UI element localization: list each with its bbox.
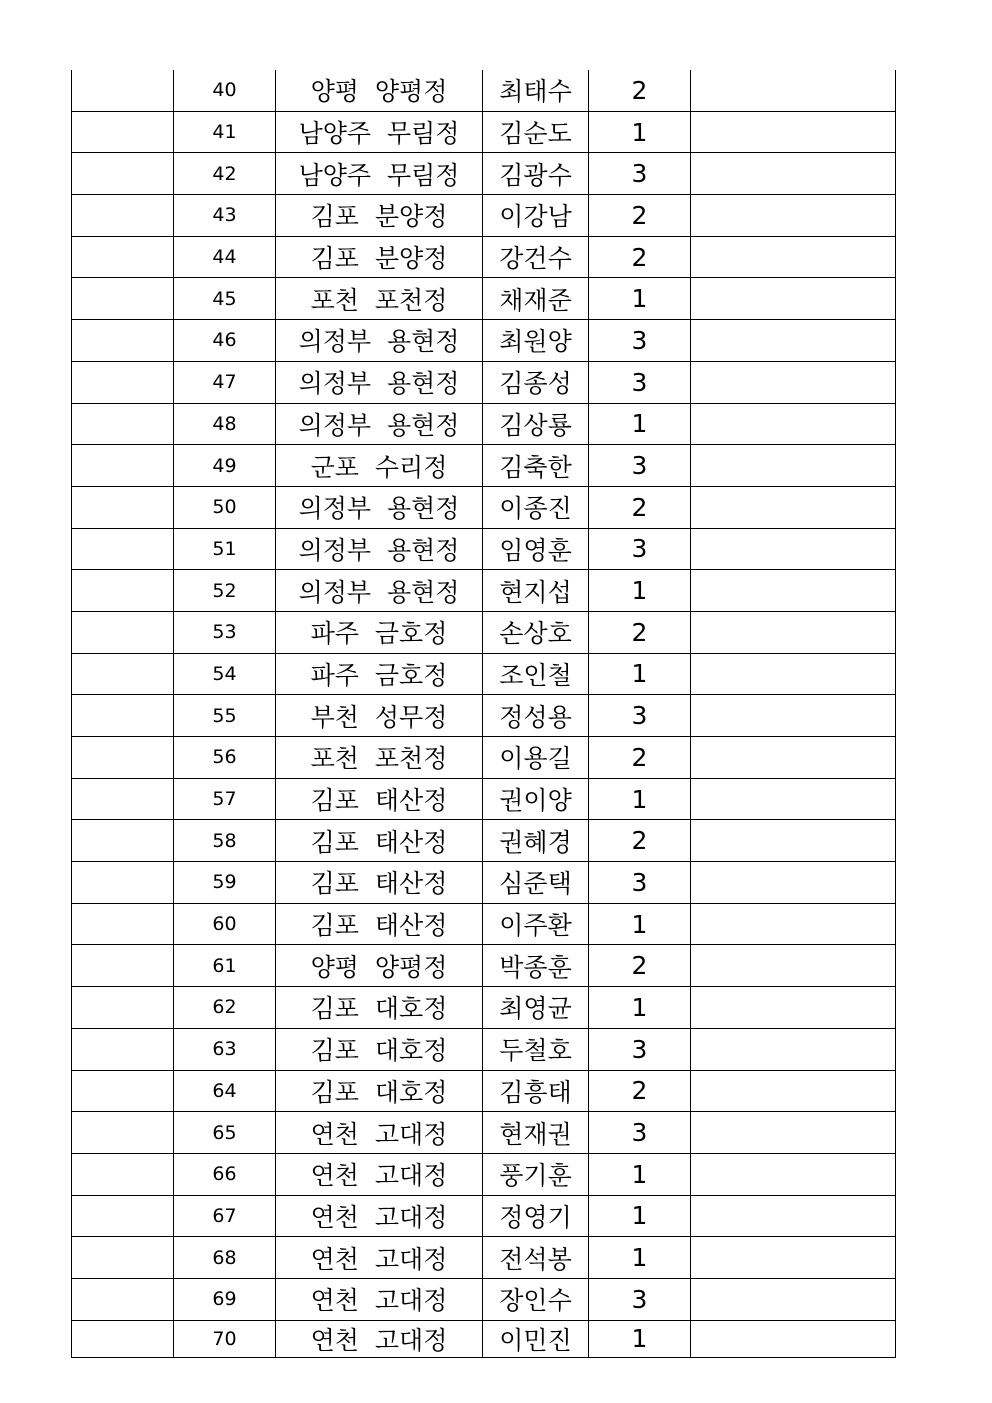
- place-cell: 연천 고대정: [276, 1278, 483, 1320]
- value-cell: 3: [589, 445, 691, 487]
- value-cell: 2: [589, 1070, 691, 1112]
- place-cell: 양평 양평정: [276, 70, 483, 111]
- value-cell: 3: [589, 1112, 691, 1154]
- name-cell: 심준택: [483, 862, 589, 904]
- place-cell: 의정부 용현정: [276, 570, 483, 612]
- place-cell: 포천 포천정: [276, 737, 483, 779]
- number-cell: 67: [174, 1195, 276, 1237]
- value-cell: 1: [589, 1153, 691, 1195]
- name-cell: 이민진: [483, 1320, 589, 1357]
- value-cell: 2: [589, 236, 691, 278]
- name-cell: 이용길: [483, 737, 589, 779]
- place-cell: 의정부 용현정: [276, 361, 483, 403]
- number-cell: 48: [174, 403, 276, 445]
- table-row: [72, 1153, 896, 1195]
- blank-cell: [72, 236, 174, 278]
- table-row: [72, 111, 896, 153]
- value-cell: 1: [589, 1237, 691, 1279]
- table-row: [72, 1320, 896, 1357]
- number-cell: 43: [174, 195, 276, 237]
- table-row: [72, 70, 896, 111]
- name-cell: 최영균: [483, 987, 589, 1029]
- blank-cell: [72, 195, 174, 237]
- place-cell: 김포 대호정: [276, 1028, 483, 1070]
- table-row: [72, 1028, 896, 1070]
- blank-cell: [691, 778, 896, 820]
- value-cell: 3: [589, 528, 691, 570]
- name-cell: 채재준: [483, 278, 589, 320]
- blank-cell: [72, 820, 174, 862]
- blank-cell: [72, 1237, 174, 1279]
- place-cell: 파주 금호정: [276, 611, 483, 653]
- blank-cell: [72, 987, 174, 1029]
- blank-cell: [72, 486, 174, 528]
- place-cell: 남양주 무림정: [276, 153, 483, 195]
- blank-cell: [72, 153, 174, 195]
- name-cell: 권이양: [483, 778, 589, 820]
- place-cell: 김포 분양정: [276, 195, 483, 237]
- table-row: [72, 320, 896, 362]
- blank-cell: [691, 445, 896, 487]
- table-row: [72, 445, 896, 487]
- table-row: [72, 653, 896, 695]
- value-cell: 3: [589, 361, 691, 403]
- place-cell: 양평 양평정: [276, 945, 483, 987]
- place-cell: 김포 대호정: [276, 987, 483, 1029]
- place-cell: 김포 대호정: [276, 1070, 483, 1112]
- blank-cell: [691, 653, 896, 695]
- number-cell: 47: [174, 361, 276, 403]
- blank-cell: [72, 1028, 174, 1070]
- blank-cell: [691, 611, 896, 653]
- blank-cell: [72, 1195, 174, 1237]
- number-cell: 53: [174, 611, 276, 653]
- place-cell: 의정부 용현정: [276, 403, 483, 445]
- blank-cell: [72, 403, 174, 445]
- table-row: [72, 236, 896, 278]
- blank-cell: [72, 945, 174, 987]
- blank-cell: [691, 695, 896, 737]
- table-row: [72, 778, 896, 820]
- number-cell: 45: [174, 278, 276, 320]
- blank-cell: [691, 903, 896, 945]
- table-row: [72, 945, 896, 987]
- number-cell: 61: [174, 945, 276, 987]
- name-cell: 최태수: [483, 70, 589, 111]
- name-cell: 현지섭: [483, 570, 589, 612]
- blank-cell: [691, 528, 896, 570]
- blank-cell: [72, 737, 174, 779]
- value-cell: 2: [589, 737, 691, 779]
- blank-cell: [691, 1028, 896, 1070]
- value-cell: 3: [589, 695, 691, 737]
- name-cell: 김축한: [483, 445, 589, 487]
- blank-cell: [691, 987, 896, 1029]
- blank-cell: [72, 570, 174, 612]
- number-cell: 66: [174, 1153, 276, 1195]
- blank-cell: [72, 1070, 174, 1112]
- blank-cell: [691, 486, 896, 528]
- number-cell: 49: [174, 445, 276, 487]
- name-cell: 현재권: [483, 1112, 589, 1154]
- place-cell: 포천 포천정: [276, 278, 483, 320]
- number-cell: 52: [174, 570, 276, 612]
- blank-cell: [691, 111, 896, 153]
- value-cell: 2: [589, 195, 691, 237]
- number-cell: 56: [174, 737, 276, 779]
- place-cell: 김포 태산정: [276, 862, 483, 904]
- place-cell: 연천 고대정: [276, 1153, 483, 1195]
- blank-cell: [72, 1278, 174, 1320]
- number-cell: 42: [174, 153, 276, 195]
- name-cell: 정성용: [483, 695, 589, 737]
- value-cell: 1: [589, 903, 691, 945]
- blank-cell: [691, 1070, 896, 1112]
- results-table-body: [72, 70, 896, 1357]
- results-table: [71, 70, 896, 1358]
- place-cell: 의정부 용현정: [276, 486, 483, 528]
- blank-cell: [691, 278, 896, 320]
- value-cell: 1: [589, 278, 691, 320]
- blank-cell: [691, 1278, 896, 1320]
- value-cell: 2: [589, 70, 691, 111]
- blank-cell: [72, 320, 174, 362]
- blank-cell: [691, 1153, 896, 1195]
- table-row: [72, 570, 896, 612]
- value-cell: 1: [589, 570, 691, 612]
- table-row: [72, 695, 896, 737]
- table-row: [72, 403, 896, 445]
- table-row: [72, 486, 896, 528]
- table-row: [72, 737, 896, 779]
- table-row: [72, 611, 896, 653]
- name-cell: 전석봉: [483, 1237, 589, 1279]
- number-cell: 41: [174, 111, 276, 153]
- name-cell: 김흥태: [483, 1070, 589, 1112]
- value-cell: 1: [589, 987, 691, 1029]
- value-cell: 2: [589, 611, 691, 653]
- name-cell: 정영기: [483, 1195, 589, 1237]
- number-cell: 44: [174, 236, 276, 278]
- table-row: [72, 195, 896, 237]
- name-cell: 조인철: [483, 653, 589, 695]
- number-cell: 55: [174, 695, 276, 737]
- blank-cell: [691, 1112, 896, 1154]
- number-cell: 68: [174, 1237, 276, 1279]
- blank-cell: [72, 528, 174, 570]
- place-cell: 군포 수리정: [276, 445, 483, 487]
- table-row: [72, 862, 896, 904]
- name-cell: 임영훈: [483, 528, 589, 570]
- name-cell: 김광수: [483, 153, 589, 195]
- value-cell: 1: [589, 403, 691, 445]
- blank-cell: [72, 611, 174, 653]
- number-cell: 51: [174, 528, 276, 570]
- table-row: [72, 903, 896, 945]
- blank-cell: [691, 945, 896, 987]
- blank-cell: [72, 1153, 174, 1195]
- name-cell: 두철호: [483, 1028, 589, 1070]
- place-cell: 김포 태산정: [276, 820, 483, 862]
- place-cell: 김포 태산정: [276, 903, 483, 945]
- blank-cell: [691, 70, 896, 111]
- value-cell: 1: [589, 778, 691, 820]
- number-cell: 50: [174, 486, 276, 528]
- name-cell: 최원양: [483, 320, 589, 362]
- number-cell: 57: [174, 778, 276, 820]
- name-cell: 권혜경: [483, 820, 589, 862]
- blank-cell: [691, 862, 896, 904]
- blank-cell: [72, 653, 174, 695]
- name-cell: 박종훈: [483, 945, 589, 987]
- place-cell: 파주 금호정: [276, 653, 483, 695]
- blank-cell: [691, 1237, 896, 1279]
- table-row: [72, 153, 896, 195]
- table-row: [72, 528, 896, 570]
- table-row: [72, 820, 896, 862]
- name-cell: 이주환: [483, 903, 589, 945]
- blank-cell: [72, 361, 174, 403]
- table-row: [72, 987, 896, 1029]
- number-cell: 63: [174, 1028, 276, 1070]
- number-cell: 59: [174, 862, 276, 904]
- blank-cell: [72, 1112, 174, 1154]
- blank-cell: [72, 111, 174, 153]
- value-cell: 1: [589, 1195, 691, 1237]
- place-cell: 김포 태산정: [276, 778, 483, 820]
- value-cell: 2: [589, 945, 691, 987]
- number-cell: 64: [174, 1070, 276, 1112]
- number-cell: 46: [174, 320, 276, 362]
- blank-cell: [691, 195, 896, 237]
- name-cell: 이종진: [483, 486, 589, 528]
- blank-cell: [691, 1320, 896, 1357]
- table-row: [72, 278, 896, 320]
- number-cell: 62: [174, 987, 276, 1029]
- value-cell: 1: [589, 111, 691, 153]
- name-cell: 김순도: [483, 111, 589, 153]
- place-cell: 의정부 용현정: [276, 320, 483, 362]
- number-cell: 70: [174, 1320, 276, 1357]
- blank-cell: [691, 403, 896, 445]
- blank-cell: [72, 903, 174, 945]
- value-cell: 2: [589, 486, 691, 528]
- place-cell: 연천 고대정: [276, 1237, 483, 1279]
- value-cell: 3: [589, 320, 691, 362]
- number-cell: 69: [174, 1278, 276, 1320]
- number-cell: 58: [174, 820, 276, 862]
- place-cell: 의정부 용현정: [276, 528, 483, 570]
- table-row: [72, 1237, 896, 1279]
- blank-cell: [72, 445, 174, 487]
- blank-cell: [72, 778, 174, 820]
- name-cell: 장인수: [483, 1278, 589, 1320]
- value-cell: 3: [589, 862, 691, 904]
- blank-cell: [691, 1195, 896, 1237]
- table-row: [72, 1195, 896, 1237]
- name-cell: 풍기훈: [483, 1153, 589, 1195]
- value-cell: 3: [589, 153, 691, 195]
- value-cell: 2: [589, 820, 691, 862]
- value-cell: 3: [589, 1028, 691, 1070]
- blank-cell: [72, 278, 174, 320]
- blank-cell: [691, 820, 896, 862]
- blank-cell: [691, 320, 896, 362]
- number-cell: 54: [174, 653, 276, 695]
- place-cell: 연천 고대정: [276, 1320, 483, 1357]
- number-cell: 40: [174, 70, 276, 111]
- place-cell: 부천 성무정: [276, 695, 483, 737]
- name-cell: 김상룡: [483, 403, 589, 445]
- blank-cell: [691, 570, 896, 612]
- value-cell: 1: [589, 1320, 691, 1357]
- blank-cell: [691, 153, 896, 195]
- table-row: [72, 1112, 896, 1154]
- value-cell: 3: [589, 1278, 691, 1320]
- table-row: [72, 1278, 896, 1320]
- name-cell: 이강남: [483, 195, 589, 237]
- table-row: [72, 361, 896, 403]
- place-cell: 연천 고대정: [276, 1112, 483, 1154]
- place-cell: 김포 분양정: [276, 236, 483, 278]
- number-cell: 60: [174, 903, 276, 945]
- place-cell: 남양주 무림정: [276, 111, 483, 153]
- name-cell: 김종성: [483, 361, 589, 403]
- blank-cell: [691, 361, 896, 403]
- place-cell: 연천 고대정: [276, 1195, 483, 1237]
- blank-cell: [691, 737, 896, 779]
- blank-cell: [72, 1320, 174, 1357]
- blank-cell: [72, 70, 174, 111]
- table-row: [72, 1070, 896, 1112]
- blank-cell: [72, 695, 174, 737]
- blank-cell: [691, 236, 896, 278]
- number-cell: 65: [174, 1112, 276, 1154]
- blank-cell: [72, 862, 174, 904]
- name-cell: 강건수: [483, 236, 589, 278]
- name-cell: 손상호: [483, 611, 589, 653]
- value-cell: 1: [589, 653, 691, 695]
